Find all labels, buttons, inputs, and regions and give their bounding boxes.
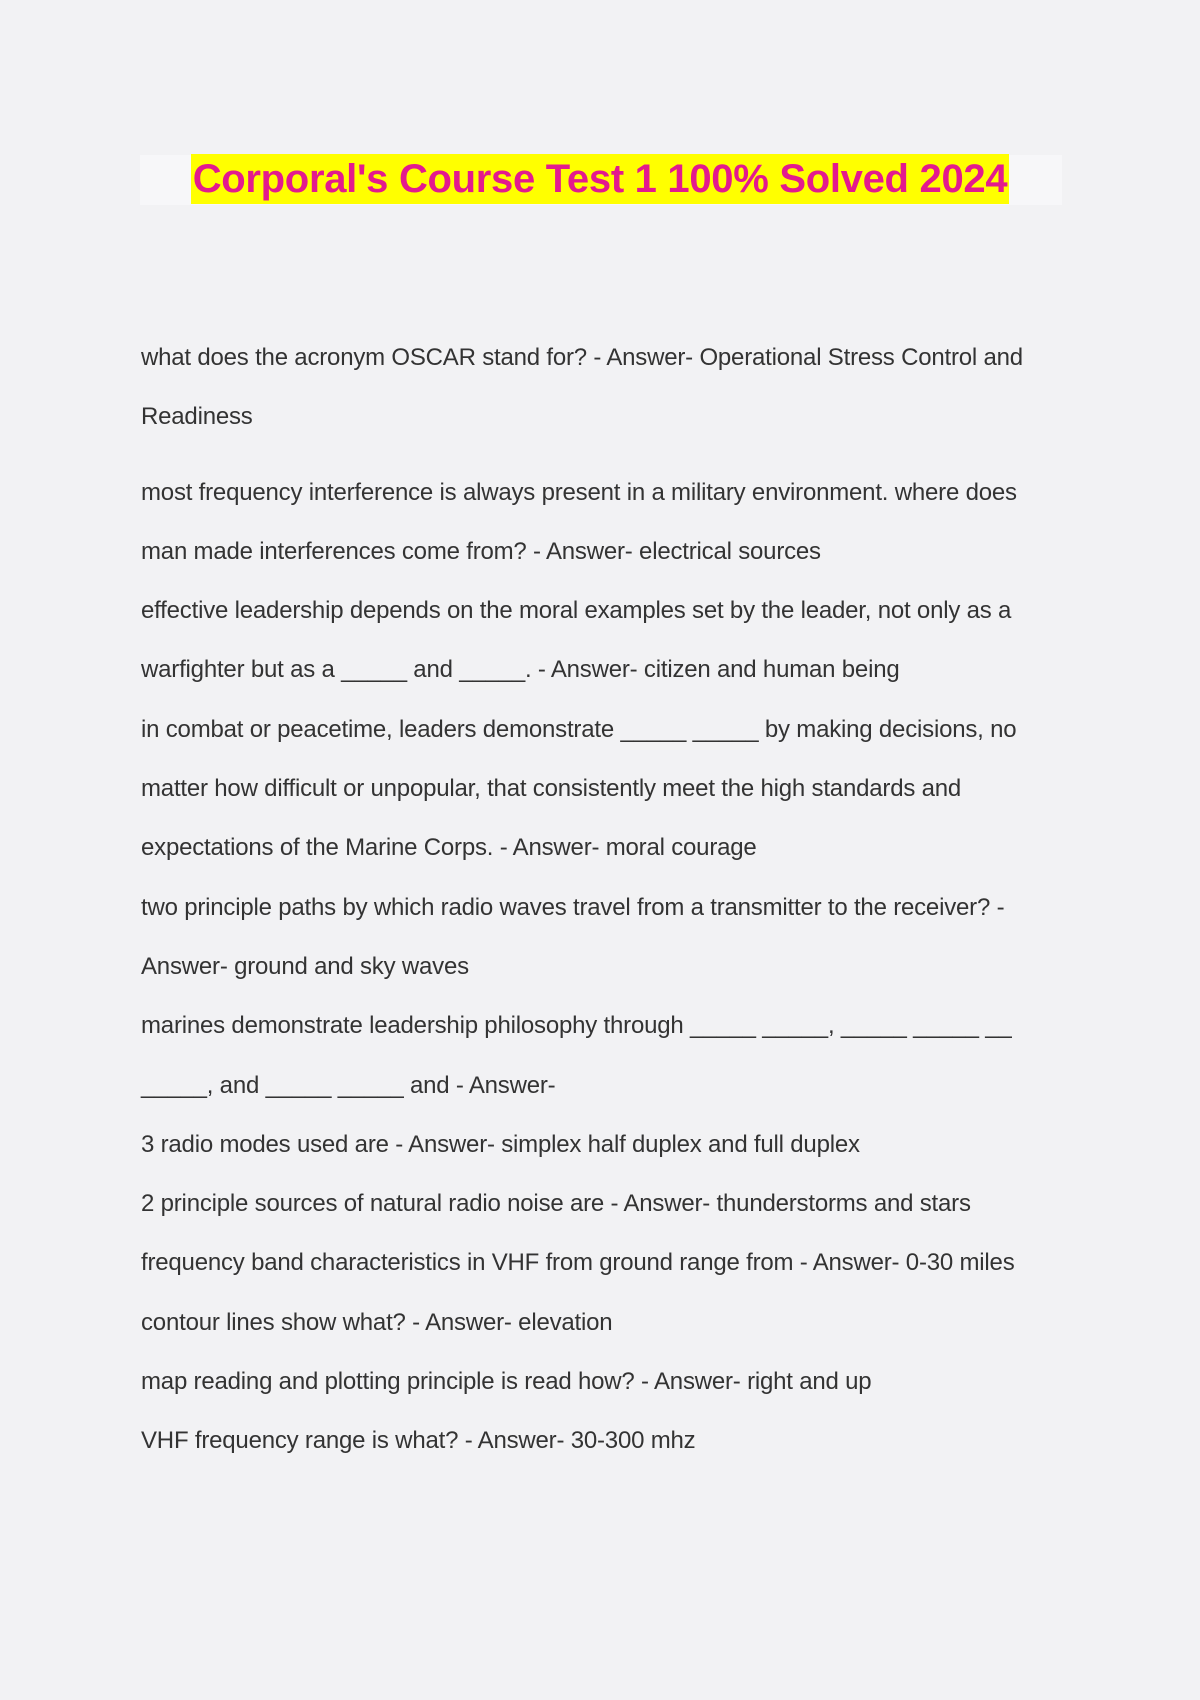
qa-item: marines demonstrate leadership philosophy through _____ _____, _____ _____ __ _____, and _____ _____ and - Answer- (141, 1012, 1012, 1099)
qa-item: map reading and plotting principle is read how? - Answer- right and up (141, 1368, 872, 1396)
qa-item: two principle paths by which radio waves travel from a transmitter to the receiver? - Answer- ground and sky waves (141, 893, 1005, 980)
qa-item: most frequency interference is always present in a military environment. where does man made interferences come from? - Answer- electrical sources (141, 478, 1017, 565)
qa-item: 3 radio modes used are - Answer- simplex half duplex and full duplex (141, 1130, 860, 1158)
qa-item: in combat or peacetime, leaders demonstrate _____ _____ by making decisions, no matter how difficult or unpopular, that consistently meet the high standards and expectations of the Marine Corps. - Answer- moral courage (141, 715, 1017, 862)
qa-item: effective leadership depends on the moral examples set by the leader, not only as a warfighter but as a _____ and _____. - Answer- citizen and human being (141, 597, 1012, 684)
qa-item: what does the acronym OSCAR stand for? - Answer- Operational Stress Control and Readiness (141, 344, 1023, 431)
qa-list (141, 328, 1041, 1471)
qa-item: 2 principle sources of natural radio noise are - Answer- thunderstorms and stars (141, 1190, 971, 1218)
qa-item: frequency band characteristics in VHF from ground range from - Answer- 0-30 miles (141, 1249, 1015, 1277)
document-title: Corporal's Course Test 1 100% Solved 2024 (191, 154, 1010, 204)
qa-item: VHF frequency range is what? - Answer- 30-300 mhz (141, 1427, 696, 1455)
qa-item: contour lines show what? - Answer- elevation (141, 1308, 613, 1336)
title-container (0, 154, 1200, 204)
